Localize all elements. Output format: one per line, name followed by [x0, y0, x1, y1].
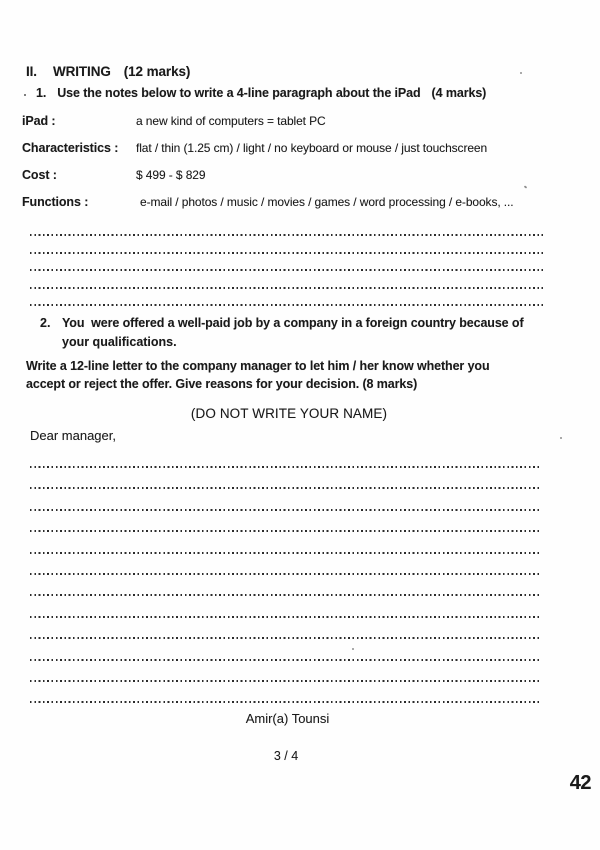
answer-line [30, 234, 543, 236]
section-title: WRITING [52, 64, 111, 79]
note-value: a new kind of computers = tablet PC [136, 114, 326, 128]
scan-speck [524, 185, 528, 188]
answer-area-letter [30, 466, 540, 703]
question-2-instruction-line1: Write a 12-line letter to the company manager to let him / her know whether you [26, 359, 490, 373]
answer-line [30, 573, 540, 575]
note-value: flat / thin (1.25 cm) / light / no keyboard or mouse / just touchscreen [136, 141, 488, 155]
anonymity-note: (DO NOT WRITE YOUR NAME) [190, 406, 388, 421]
scan-speck [520, 72, 522, 74]
note-row-characteristics [22, 141, 487, 155]
note-label: Characteristics : [22, 141, 119, 155]
scan-speck [560, 437, 562, 439]
section-marks: (12 marks) [123, 64, 191, 79]
answer-line [30, 701, 540, 703]
question-2-text-line1: You were offered a well-paid job by a company in a foreign country because of [62, 316, 524, 330]
answer-line [30, 252, 543, 254]
answer-line [30, 637, 540, 639]
letter-salutation: Dear manager, [30, 428, 116, 443]
answer-area-paragraph [30, 234, 543, 306]
question-1-prompt [36, 86, 486, 100]
answer-line [30, 509, 540, 511]
question-2-number: 2. [40, 316, 51, 330]
note-row-functions [22, 195, 514, 209]
question-2-text-line2: your qualifications. [62, 335, 177, 349]
note-value: $ 499 - $ 829 [136, 168, 206, 182]
answer-line [30, 530, 540, 532]
question-1-number: 1. [36, 86, 47, 100]
scan-speck [24, 94, 26, 96]
answer-line [30, 304, 543, 306]
answer-line [30, 552, 540, 554]
answer-line [30, 466, 540, 468]
scan-speck [352, 648, 354, 650]
answer-line [30, 616, 540, 618]
answer-line [30, 287, 543, 289]
question-1-text: Use the notes below to write a 4-line paragraph about the iPad [57, 86, 421, 100]
question-2-instruction-line2: accept or reject the offer. Give reasons for your decision. (8 marks) [26, 377, 418, 391]
question-1-marks: (4 marks) [431, 86, 487, 100]
note-row-cost [22, 168, 205, 182]
note-row-ipad [22, 114, 326, 128]
answer-line [30, 487, 540, 489]
section-header [26, 64, 190, 79]
note-value: e-mail / photos / music / movies / games / word processing / e-books, ... [140, 195, 514, 209]
answer-line [30, 269, 543, 271]
answer-line [30, 594, 540, 596]
letter-signature: Amir(a) Tounsi [245, 711, 330, 726]
page-number: 3 / 4 [273, 749, 299, 763]
section-numeral: II. [26, 64, 37, 79]
note-label: Cost : [22, 168, 57, 182]
answer-line [30, 680, 540, 682]
corner-page-number: 42 [569, 772, 591, 794]
note-label: iPad : [22, 114, 56, 128]
note-label: Functions : [22, 195, 89, 209]
answer-line [30, 659, 540, 661]
